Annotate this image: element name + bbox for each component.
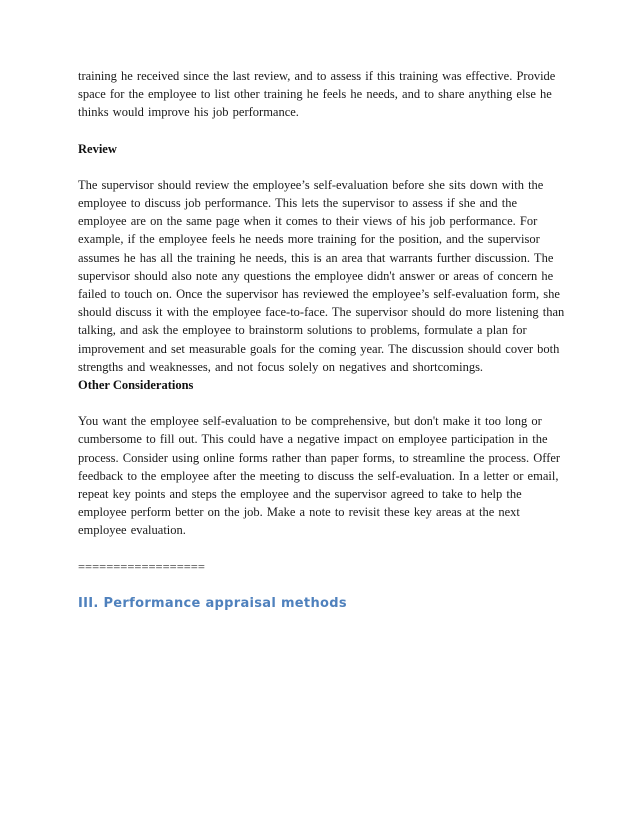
- document-body: [78, 67, 568, 614]
- intro-paragraph: training he received since the last review, and to assess if this training was effective. Provide space for the employee to list other training he feels he needs, and to share anything else he thinks would improve his job performance.: [78, 69, 556, 120]
- section-heading: III. Performance appraisal methods: [78, 595, 347, 611]
- separator-line: ==================: [78, 559, 205, 574]
- other-considerations-paragraph: You want the employee self-evaluation to be comprehensive, but don't make it too long or cumbersome to fill out. This could have a negative impact on employee participation in the process. Consider using online forms rather than paper forms, to streamline the process. Offer feedback to the employee after the meeting to discuss the self-evaluation. In a letter or email, repeat key points and steps the employee and the supervisor agreed to take to help the employee perform better on the job. Make a note to revisit these key areas at the next employee evaluation.: [78, 414, 561, 538]
- spacer: [78, 394, 568, 412]
- spacer: [78, 158, 568, 176]
- review-heading: Review: [78, 141, 117, 156]
- spacer: [78, 540, 568, 558]
- review-paragraph: The supervisor should review the employee’s self-evaluation before she sits down with the employee to discuss job performance. This lets the supervisor to assess if she and the employee are on the same page when it comes to their views of his job performance. For example, if the employee feels he needs more training for the position, and the supervisor assumes he has all the training he needs, this is an area that warrants further discussion. The supervisor should also note any questions the employee didn't answer or areas of concern he failed to touch on. Once the supervisor has reviewed the employee’s self-evaluation form, she should discuss it with the employee face-to-face. The supervisor should do more listening than talking, and ask the employee to brainstorm solutions to problems, formulate a plan for improvement and set measurable goals for the coming year. The discussion should cover both strengths and weaknesses, and not focus solely on negatives and shortcomings.: [78, 177, 565, 374]
- spacer: [78, 122, 568, 140]
- spacer: [78, 576, 568, 594]
- other-considerations-heading: Other Considerations: [78, 378, 194, 393]
